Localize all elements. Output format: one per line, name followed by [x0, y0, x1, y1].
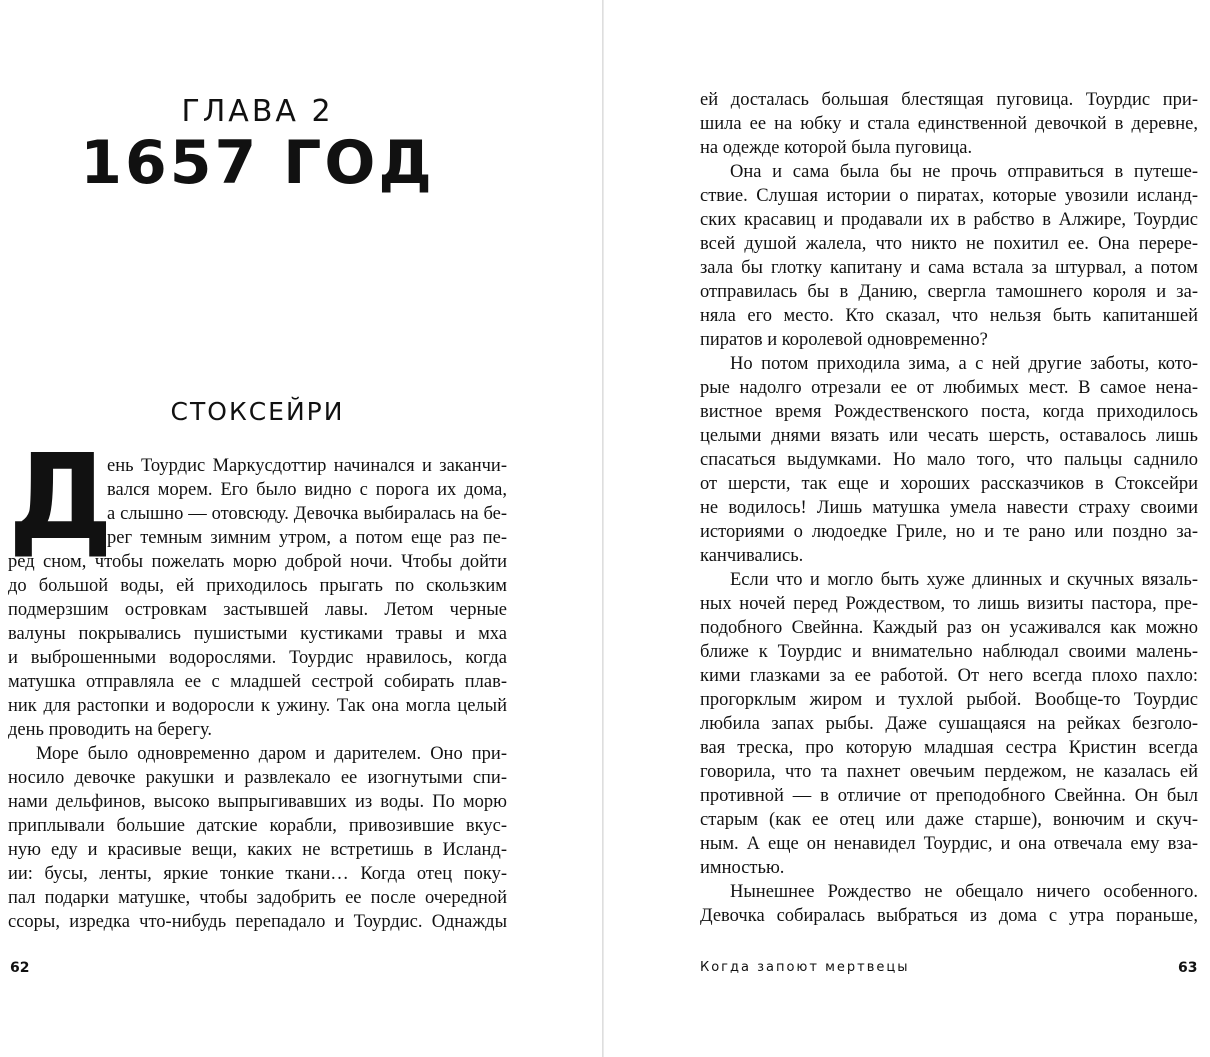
text-line: пал подарки матушке, чтобы задобрить ее после очередной [8, 888, 507, 908]
text-line: до большой воды, ей приходилось прыгать по скользким [8, 576, 507, 596]
text-line: няла его место. Кто сказал, что нельзя быть капитаншей [700, 306, 1198, 326]
text-line: вая треска, про которую младшая сестра Кристин всегда [700, 738, 1198, 758]
text-line: целыми днями вязать или чесать шерсть, оставалось лишь [700, 426, 1198, 446]
text-line: говорила, что та пахнет овечьим пердежом, не казалась ей [700, 762, 1198, 782]
text-line: не водилось! Лишь матушка умела навести страху своими [700, 498, 1198, 518]
text-line: ред сном, чтобы пожелать морю доброй ночи. Чтобы дойти [8, 552, 507, 572]
text-line: ным. А еще он ненавидел Тоурдис, и она отвечала ему вза- [700, 834, 1198, 854]
text-line: отправилась бы в Данию, свергла тамошнего короля и за- [700, 282, 1198, 302]
text-line: и выброшенными водорослями. Тоурдис нравилось, когда [8, 648, 507, 668]
text-line: приплывали большие датские корабли, привозившие вкус- [8, 816, 507, 836]
text-line: историями о людоедке Гриле, но и те рано или поздно за- [700, 522, 1198, 542]
text-line: старым (как ее отец или даже старше), вонючим и скуч- [700, 810, 1198, 830]
text-line: ских красавиц и продавали их в рабство в Алжире, Тоурдис [700, 210, 1198, 230]
text-line: а слышно — отовсюду. Девочка выбиралась на бе- [107, 504, 507, 524]
text-line: день проводить на берегу. [8, 720, 212, 740]
text-line: ии: бусы, ленты, яркие тонкие ткани… Когда отец поку- [8, 864, 507, 884]
text-line: рег темным зимним утром, а потом еще раз пе- [107, 528, 507, 548]
text-line: Она и сама была бы не прочь отправиться в путеше- [730, 162, 1198, 182]
page-number-left: 62 [10, 960, 30, 976]
text-line: шила ее на юбку и стала единственной девочкой в деревне, [700, 114, 1198, 134]
text-line: вался морем. Его было видно с порога их дома, [107, 480, 507, 500]
right-page [606, 0, 1210, 1057]
text-line: ень Тоурдис Маркусдоттир начинался и заканчи- [107, 456, 507, 476]
text-line: Если что и могло быть хуже длинных и скучных вязаль- [730, 570, 1198, 590]
text-line: ссоры, изредка что-нибудь перепадало и Тоурдис. Однажды [8, 912, 507, 932]
text-line: от шерсти, так еще и хороших рассказчиков в Стоксейри [700, 474, 1198, 494]
text-line: зала бы глотку капитану и сама встала за штурвал, а потом [700, 258, 1198, 278]
text-line: ствие. Слушая истории о пиратах, которые увозили исланд- [700, 186, 1198, 206]
text-line: вистное время Рождественского поста, когда приходилось [700, 402, 1198, 422]
text-line: ную еду и красивые вещи, каких не встретишь в Исланд- [8, 840, 507, 860]
text-line: Но потом приходила зима, а с ней другие заботы, кото- [730, 354, 1198, 374]
text-line: всей душой жалела, что никто не похитил ее. Она перере- [700, 234, 1198, 254]
text-line: нами дельфинов, высоко выпрыгивавших из воды. По морю [8, 792, 507, 812]
page-number-right: 63 [1178, 960, 1198, 976]
chapter-label: ГЛАВА 2 [181, 94, 334, 129]
running-head: Когда запоют мертвецы [700, 960, 910, 975]
chapter-year: 1657 ГОД [80, 128, 435, 198]
section-title: СТОКСЕЙРИ [170, 397, 345, 426]
left-page [0, 0, 600, 1057]
text-line: подмерзшим островкам застывшей лавы. Летом черные [8, 600, 507, 620]
text-line: матушка отправляла ее с младшей сестрой собирать плав- [8, 672, 507, 692]
text-line: Нынешнее Рождество не обещало ничего особенного. [730, 882, 1198, 902]
text-line: канчивались. [700, 546, 804, 566]
text-line: ных ночей перед Рождеством, то лишь визиты пастора, пре- [700, 594, 1198, 614]
text-line: имностью. [700, 858, 785, 878]
text-line: ник для растопки и водоросли к ужину. Так она могла целый [8, 696, 507, 716]
text-line: пиратов и королевой одновременно? [700, 330, 988, 350]
text-line: кими глазками за ее работой. От него всегда плохо пахло: [700, 666, 1198, 686]
text-line: ближе к Тоурдис и внимательно наблюдал своими малень- [700, 642, 1198, 662]
text-line: Девочка собиралась выбраться из дома с утра пораньше, [700, 906, 1198, 926]
text-line: подобного Свейнна. Каждый раз он усаживался как можно [700, 618, 1198, 638]
drop-cap: Д [8, 428, 114, 566]
text-line: ей досталась большая блестящая пуговица. Тоурдис при- [700, 90, 1198, 110]
text-line: носило девочке ракушки и развлекало ее изогнутыми спи- [8, 768, 507, 788]
text-line: рые надолго отрезали ее от любимых мест. В самое нена- [700, 378, 1198, 398]
text-line: прогорклым жиром и тухлой рыбой. Вообще-то Тоурдис [700, 690, 1198, 710]
page-gutter [602, 0, 604, 1057]
text-line: на одежде которой была пуговица. [700, 138, 973, 158]
text-line: Море было одновременно даром и дарителем. Оно при- [36, 744, 507, 764]
text-line: валуны покрывались пушистыми кустиками травы и мха [8, 624, 507, 644]
text-line: противной — в отличие от преподобного Свейнна. Он был [700, 786, 1198, 806]
text-line: любила запах рыбы. Даже сушащаяся на рейках безголо- [700, 714, 1198, 734]
text-line: спасаться выдумками. Но мало того, что пальцы саднило [700, 450, 1198, 470]
